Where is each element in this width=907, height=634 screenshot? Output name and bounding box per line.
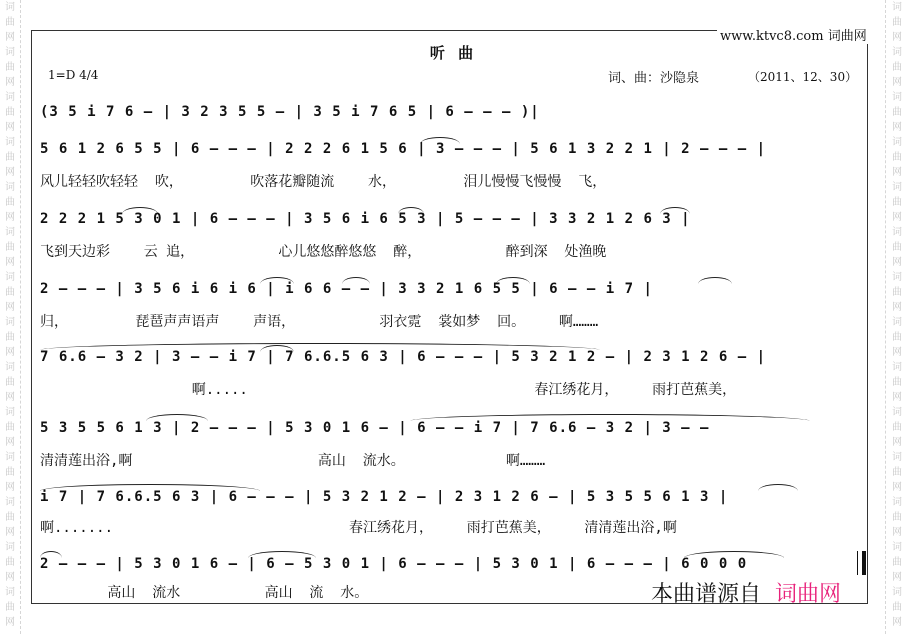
- slur-mark: [260, 345, 294, 352]
- song-title: 听 曲: [429, 44, 478, 62]
- slur-mark: [660, 207, 690, 214]
- slur-mark: [40, 343, 600, 350]
- slur-mark: [146, 414, 208, 421]
- slur-mark: [496, 277, 530, 284]
- site-name[interactable]: 词曲网: [827, 29, 867, 44]
- watermark-right: 词曲网词曲网词曲网词曲网词曲网词曲网词曲网词曲网词曲网词曲网词曲网词曲网词曲网词曲网: [892, 2, 902, 628]
- notation-line-3: 2 2 2 1 5 3 0 1 | 6 — — — | 3 5 6 i 6 5 3 | 5 — — — | 3 3 2 1 2 6 3 |: [40, 211, 691, 227]
- slur-mark: [420, 137, 460, 144]
- notation-line-1: (3 5 i 7 6 — | 3 2 3 5 5 — | 3 5 i 7 6 5 | 6 — — — )|: [40, 104, 540, 120]
- watermark-left: 词曲网词曲网词曲网词曲网词曲网词曲网词曲网词曲网词曲网词曲网词曲网词曲网词曲网词曲网: [5, 2, 15, 628]
- source-credit[interactable]: [651, 577, 841, 608]
- lyric-line-6: 清清莲出浴,啊 高山 流水。 啊………: [40, 453, 546, 469]
- lyric-line-3: 飞到天边彩 云 追， 心儿悠悠醉悠悠 醉， 醉到深 处渔晚: [40, 244, 607, 260]
- notation-line-8: 2 — — — | 5 3 0 1 6 — | 6 — 5 3 0 1 | 6 — — — | 5 3 0 1 | 6 — — — | 6 0 0 0: [40, 556, 748, 572]
- slur-mark: [698, 277, 732, 284]
- slur-mark: [40, 484, 260, 491]
- notation-line-2: 5 6 1 2 6 5 5 | 6 — — — | 2 2 2 6 1 5 6 | 3 — — — | 5 6 1 3 2 2 1 | 2 — — — |: [40, 141, 767, 157]
- slur-mark: [758, 484, 798, 491]
- slur-mark: [398, 207, 424, 214]
- final-barline-thick: [862, 551, 866, 575]
- slur-mark: [260, 277, 294, 284]
- notation-line-7: i 7 | 7 6.6.5 6 3 | 6 — — — | 5 3 2 1 2 — | 2 3 1 2 6 — | 5 3 5 5 6 1 3 |: [40, 489, 729, 505]
- slur-mark: [122, 207, 158, 214]
- notation-line-4: 2 — — — | 3 5 6 i 6 i 6 | i 6 6 — — | 3 3 2 1 6 5 5 | 6 — — i 7 |: [40, 281, 653, 297]
- slur-mark: [410, 414, 810, 421]
- lyric-line-5: 啊..... 春江绣花月， 雨打芭蕉美，: [40, 382, 737, 398]
- lyric-line-8: 高山 流水 高山 流 水。: [40, 585, 369, 601]
- slur-mark: [40, 551, 62, 558]
- slur-mark: [684, 551, 784, 558]
- key-meter: 1=D 4/4: [48, 68, 99, 82]
- watermark-divider-right: [885, 0, 887, 634]
- lyric-line-4: 归， 琵琶声声语声 声语， 羽衣霓 裳如梦 回。 啊………: [40, 314, 599, 330]
- slur-mark: [342, 277, 370, 284]
- source-brand-link[interactable]: 词曲网: [775, 582, 842, 607]
- lyric-line-7: 啊....... 春江绣花月， 雨打芭蕉美， 清清莲出浴,啊: [40, 520, 677, 536]
- site-url[interactable]: www.ktvc8.com: [720, 29, 824, 44]
- credit: 词、曲：沙隐泉: [608, 71, 700, 86]
- source-text: 本曲谱源自: [651, 582, 762, 607]
- notation-line-5: 7 6.6 — 3 2 | 3 — — i 7 | 7 6.6.5 6 3 | 6 — — — | 5 3 2 1 2 — | 2 3 1 2 6 — |: [40, 349, 767, 365]
- notation-line-6: 5 3 5 5 6 1 3 | 2 — — — | 5 3 0 1 6 — | 6 — — i 7 | 7 6.6 — 3 2 | 3 — —: [40, 420, 710, 436]
- lyric-line-2: 风儿轻轻吹轻轻 吹， 吹落花瓣随流 水， 泪儿慢慢飞慢慢 飞，: [40, 174, 607, 190]
- slur-mark: [248, 551, 316, 558]
- date: （2011、12、30）: [748, 70, 858, 84]
- final-barline-thin: [857, 551, 858, 575]
- watermark-divider-left: [20, 0, 22, 634]
